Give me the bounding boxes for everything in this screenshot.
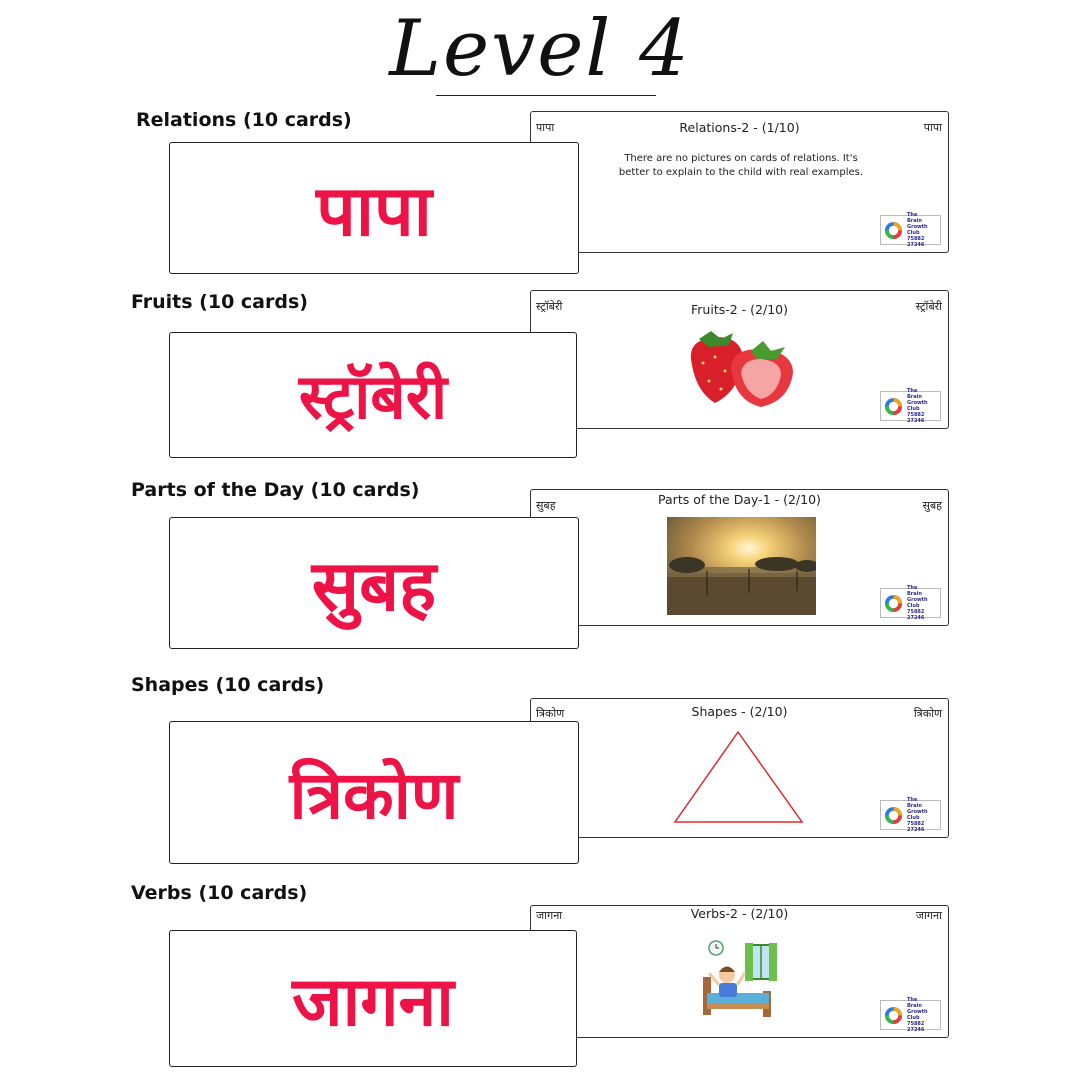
- flashcard-word: त्रिकोण: [289, 756, 459, 834]
- logo-line1: The: [907, 212, 918, 218]
- page-title: Level 4: [389, 4, 691, 94]
- flashcard-word: जागना: [292, 963, 454, 1042]
- flashcard-word: सुबह: [311, 545, 437, 627]
- logo-ring-icon: [884, 806, 903, 825]
- card-title: Shapes - (2/10): [691, 704, 788, 719]
- logo-line1: The: [907, 388, 918, 394]
- front-card-relations: [169, 142, 579, 274]
- logo-phone: 75882 27246: [907, 1021, 925, 1033]
- front-card-shapes: [169, 721, 579, 864]
- logo-ring-icon: [884, 397, 903, 416]
- brand-logo: [880, 585, 941, 621]
- logo-phone: 75882 27246: [907, 412, 925, 424]
- section-label-verbs: Verbs (10 cards): [131, 882, 308, 904]
- corner-word-left: सुबह: [536, 499, 556, 512]
- logo-phone: 75882 27246: [907, 609, 925, 621]
- card-note: There are no pictures on cards of relations. It's better to explain to the child with real examples.: [618, 153, 864, 178]
- corner-word-right: स्ट्रॉबेरी: [915, 300, 942, 313]
- back-card-relations: [530, 111, 949, 253]
- corner-word-left: पापा: [536, 121, 555, 134]
- logo-line1: The: [907, 797, 918, 803]
- logo-ring-icon: [884, 221, 903, 240]
- logo-line3: Club: [907, 1015, 920, 1021]
- front-card-fruits: [169, 332, 577, 458]
- logo-line2: Brain Growth: [907, 591, 928, 603]
- front-card-parts-of-the-day: [169, 517, 579, 649]
- card-title: Relations-2 - (1/10): [679, 120, 800, 135]
- card-title: Parts of the Day-1 - (2/10): [658, 492, 821, 507]
- back-card-parts-of-the-day: [530, 489, 949, 626]
- flashcard-word: स्ट्रॉबेरी: [298, 360, 448, 433]
- brand-logo: [880, 212, 941, 248]
- section-label-fruits: Fruits (10 cards): [131, 291, 308, 313]
- logo-line1: The: [907, 997, 918, 1003]
- logo-phone: 75882 27246: [907, 236, 925, 248]
- flashcard-word: पापा: [316, 170, 432, 252]
- brand-logo: [880, 797, 941, 833]
- back-card-fruits: [530, 290, 949, 429]
- sunrise-picture: [667, 517, 816, 615]
- logo-line2: Brain Growth: [907, 218, 928, 230]
- logo-phone: 75882 27246: [907, 821, 925, 833]
- corner-word-right: त्रिकोण: [913, 707, 942, 720]
- corner-word-right: जागना: [915, 909, 942, 922]
- corner-word-right: पापा: [923, 121, 942, 134]
- brand-logo: [880, 997, 941, 1033]
- back-card-shapes: [530, 698, 949, 838]
- section-label-relations: Relations (10 cards): [136, 109, 352, 131]
- section-label-shapes: Shapes (10 cards): [131, 674, 325, 696]
- logo-line2: Brain Growth: [907, 1003, 928, 1015]
- logo-ring-icon: [884, 594, 903, 613]
- logo-line3: Club: [907, 406, 920, 412]
- front-card-verbs: [169, 930, 577, 1067]
- brand-logo: [880, 388, 941, 424]
- corner-word-right: सुबह: [922, 499, 942, 512]
- corner-word-left: त्रिकोण: [536, 707, 565, 720]
- logo-line1: The: [907, 585, 918, 591]
- title-underline: [436, 95, 656, 96]
- card-title: Verbs-2 - (2/10): [690, 906, 789, 921]
- child-waking-up-picture: [699, 939, 779, 1019]
- logo-line2: Brain Growth: [907, 803, 928, 815]
- back-card-verbs: [530, 905, 949, 1038]
- strawberry-picture: [681, 329, 801, 409]
- logo-line2: Brain Growth: [907, 394, 928, 406]
- card-title: Fruits-2 - (2/10): [691, 302, 788, 317]
- logo-ring-icon: [884, 1006, 903, 1025]
- corner-word-left: जागना: [536, 909, 563, 922]
- corner-word-left: स्ट्रॉबेरी: [536, 300, 563, 313]
- logo-line3: Club: [907, 603, 920, 609]
- section-label-parts-of-the-day: Parts of the Day (10 cards): [131, 479, 420, 501]
- triangle-picture: [671, 729, 805, 825]
- logo-line3: Club: [907, 815, 920, 821]
- triangle-shape: [675, 732, 802, 822]
- logo-line3: Club: [907, 230, 920, 236]
